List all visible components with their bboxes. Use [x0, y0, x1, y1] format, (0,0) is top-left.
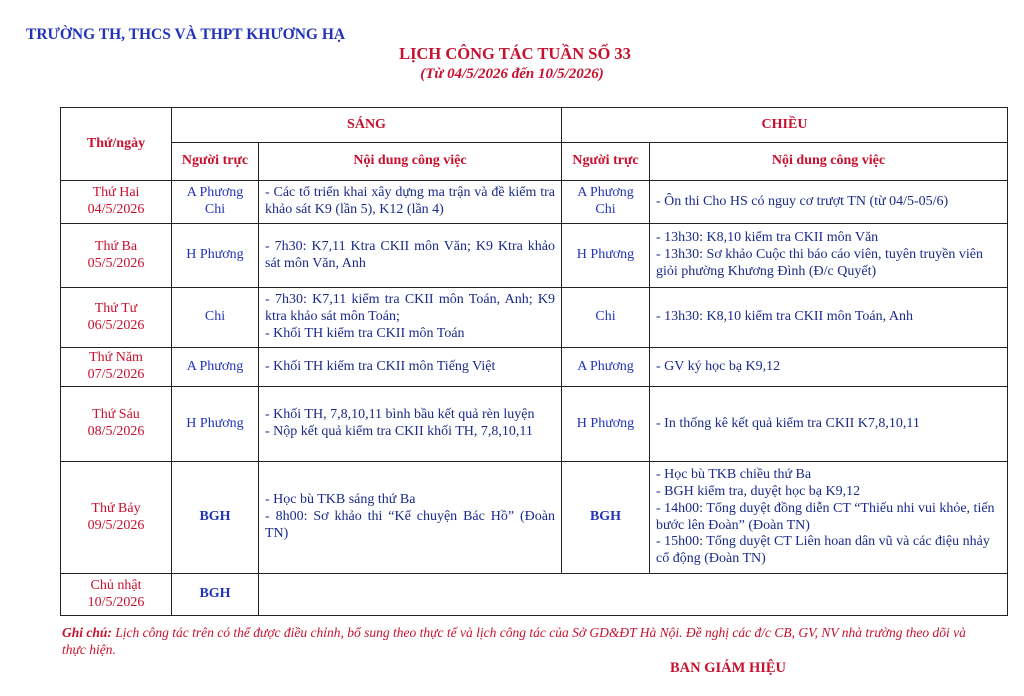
header-am-duty: Người trực	[172, 143, 259, 181]
am-content-cell	[259, 387, 562, 462]
pm-content-cell	[650, 462, 1008, 574]
am-duty-cell: Chi	[172, 288, 259, 348]
day-name: Thứ Năm	[89, 350, 143, 366]
schedule-title: LỊCH CÔNG TÁC TUẦN SỐ 33	[399, 44, 631, 63]
table-row	[61, 574, 1008, 616]
pm-content-cell	[650, 181, 1008, 224]
day-name: Thứ Hai	[92, 185, 140, 201]
task-item: - GV ký học bạ K9,12	[656, 358, 781, 374]
day-date: 10/5/2026	[87, 594, 145, 610]
task-item: - 7h30: K7,11 kiểm tra CKII môn Toán, Anh; K9 ktra khảo sát môn Toán;	[265, 292, 555, 325]
am-duty-cell: A Phương	[172, 348, 259, 387]
am-content-cell	[259, 181, 562, 224]
task-item: - Học bù TKB sáng thứ Ba	[265, 492, 416, 508]
pm-duty-cell: Chi	[562, 288, 650, 348]
pm-content-cell	[650, 348, 1008, 387]
header-day: Thứ/ngày	[61, 108, 172, 181]
task-item: - Ôn thi Cho HS có nguy cơ trượt TN (từ 04/5-05/6)	[656, 193, 949, 209]
footnote-label: Ghi chú:	[62, 625, 112, 640]
day-name: Thứ Bảy	[91, 500, 141, 516]
table-row	[61, 348, 1008, 387]
day-cell	[61, 574, 172, 616]
table-row	[61, 387, 1008, 462]
day-cell	[61, 462, 172, 574]
day-name: Chủ nhật	[90, 577, 142, 593]
day-date: 06/5/2026	[87, 317, 145, 333]
task-item: - Học bù TKB chiều thứ Ba	[656, 467, 812, 483]
task-item: - 13h30: K8,10 kiểm tra CKII môn Văn	[656, 230, 879, 246]
header-am-content: Nội dung công việc	[259, 143, 562, 181]
day-date: 04/5/2026	[87, 202, 145, 217]
header-pm-duty: Người trực	[562, 143, 650, 181]
am-duty-cell: H Phương	[172, 224, 259, 288]
footnote-text: Lịch công tác trên có thể được điều chỉnh, bổ sung theo thực tế và lịch công tác của Sở GD&ĐT Hà Nội. Đề nghị các đ/c CB, GV, NV nhà trường theo dõi và thực hiện.	[62, 625, 966, 657]
header-pm-content: Nội dung công việc	[650, 143, 1008, 181]
day-date: 09/5/2026	[87, 517, 145, 533]
am-duty-cell: H Phương	[172, 387, 259, 462]
am-content-cell	[259, 462, 562, 574]
am-content-cell	[259, 288, 562, 348]
task-item: - Khối TH kiểm tra CKII môn Tiếng Việt	[265, 358, 496, 374]
day-cell	[61, 348, 172, 387]
schedule-date-range: (Từ 04/5/2026 đến 10/5/2026)	[420, 66, 604, 82]
pm-duty-cell: H Phương	[562, 224, 650, 288]
header-afternoon: CHIỀU	[562, 108, 1008, 143]
am-duty-cell: BGH	[172, 462, 259, 574]
signature-block: BAN GIÁM HIỆU	[670, 660, 787, 676]
header-morning: SÁNG	[172, 108, 562, 143]
day-cell	[61, 387, 172, 462]
table-row	[61, 462, 1008, 574]
am-duty-cell: A Phương Chi	[172, 181, 259, 224]
day-name: Thứ Tư	[94, 300, 138, 316]
am-duty-cell: BGH	[172, 574, 259, 616]
task-item: - 8h00: Sơ khảo thi “Kể chuyện Bác Hồ” (Đoàn TN)	[265, 509, 555, 541]
task-item: - Nộp kết quả kiểm tra CKII khối TH, 7,8,10,11	[265, 424, 533, 439]
day-cell	[61, 224, 172, 288]
pm-duty-cell: H Phương	[562, 387, 650, 462]
task-item: - 7h30: K7,11 Ktra CKII môn Văn; K9 Ktra khảo sát môn Văn, Anh	[265, 238, 555, 271]
footnote	[62, 625, 992, 659]
pm-duty-cell: BGH	[562, 462, 650, 574]
task-item: - Khối TH kiểm tra CKII môn Toán	[265, 325, 465, 341]
pm-duty-cell: A Phương	[562, 348, 650, 387]
task-item: - 14h00: Tổng duyệt đồng diễn CT “Thiếu nhi vui khỏe, tiến bước lên Đoàn” (Đoàn TN)	[656, 500, 995, 533]
am-content-cell	[259, 224, 562, 288]
task-item: - Khối TH, 7,8,10,11 bình bầu kết quả rèn luyện	[265, 407, 535, 423]
am-content-cell	[259, 348, 562, 387]
table-row	[61, 288, 1008, 348]
pm-content-cell	[650, 387, 1008, 462]
schedule-table	[60, 107, 1008, 616]
day-date: 08/5/2026	[87, 424, 145, 439]
school-name: TRƯỜNG TH, THCS VÀ THPT KHƯƠNG HẠ	[26, 26, 346, 43]
day-name: Thứ Sáu	[92, 407, 140, 423]
day-cell	[61, 288, 172, 348]
pm-content-cell	[650, 224, 1008, 288]
table-row	[61, 224, 1008, 288]
task-item: - 13h30: Sơ khảo Cuộc thi báo cáo viên, tuyên truyền viên giỏi phường Khương Đình (Đ/c Quyết)	[656, 247, 984, 279]
day-date: 05/5/2026	[87, 255, 145, 271]
task-item: - 13h30: K8,10 kiểm tra CKII môn Toán, Anh	[656, 309, 913, 325]
table-row	[61, 181, 1008, 224]
day-name: Thứ Ba	[94, 238, 138, 254]
day-cell	[61, 181, 172, 224]
task-item: - BGH kiểm tra, duyệt học bạ K9,12	[656, 483, 861, 499]
task-item: - Các tổ triển khai xây dựng ma trận và đề kiểm tra khảo sát K9 (lần 5), K12 (lần 4)	[265, 185, 555, 217]
pm-duty-cell: A Phương Chi	[562, 181, 650, 224]
day-date: 07/5/2026	[87, 367, 145, 382]
pm-content-cell	[650, 288, 1008, 348]
task-item: - 15h00: Tổng duyệt CT Liên hoan dân vũ và các điệu nhảy cổ động (Đoàn TN)	[656, 534, 990, 567]
task-item: - In thống kê kết quả kiểm tra CKII K7,8,10,11	[656, 415, 920, 431]
empty-cell	[259, 574, 1008, 616]
